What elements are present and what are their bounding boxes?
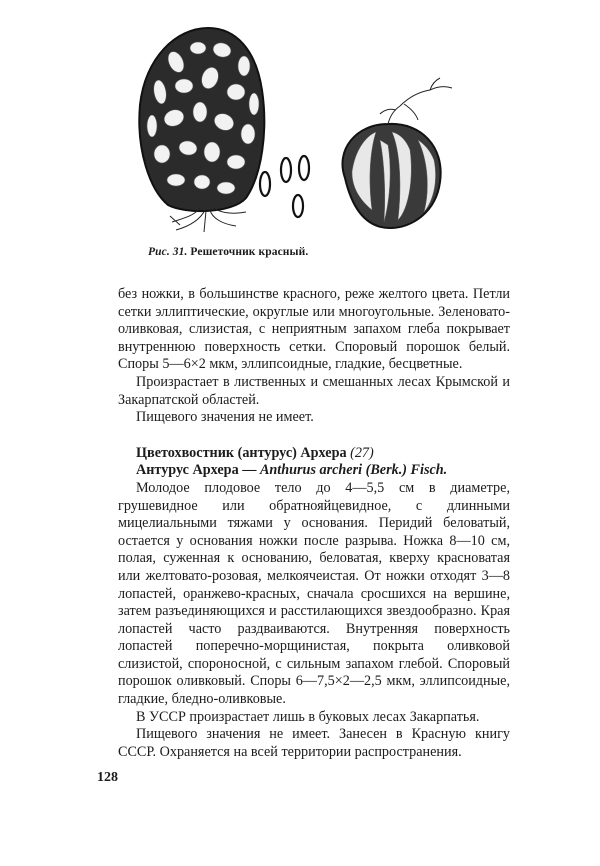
paragraph-species-protection: Пищевого значения не имеет. Занесен в Красную книгу СССР. Охраняется на всей территории распространения. <box>118 726 510 760</box>
species-latin-line <box>118 462 510 480</box>
egg-stage-drawing <box>342 78 452 228</box>
body-text <box>118 286 510 761</box>
paragraph-description: без ножки, в большинстве красного, реже желтого цвета. Петли сетки эллиптические, округлые или многоугольные. Зеленовато-оливковая, слизистая, с неприятным запахом глеба покрывает внутреннюю поверхность сетки. Споровый порошок белый. Споры 5—6×2 мкм, эллипсоидные, гладкие, бесцветные. <box>118 286 510 373</box>
mushroom-illustration <box>0 0 600 270</box>
species-title <box>118 445 510 463</box>
spores-drawing <box>260 156 309 217</box>
paragraph-species-description: Молодое плодовое тело до 4—5,5 см в диаметре, грушевидное или обратнояйцевидное, с длинными мицелиальными тяжами у основания. Перидий беловатый, остается у основания ножки после разрыва. Ножка 8—10 см, полая, суженная к основанию, беловатая, кверху красноватая или желтовато-розовая, мелкоячеистая. От ножки отходят 3—8 лопастей, оранжево-красных, сначала сросшихся на вершине, затем разъединяющихся и расстилающихся звездообразно. Края лопастей часто раздваиваются. Внутренняя поверхность лопастей поперечно-морщинистая, покрыта оливковой слизистой, спороносной, с сильным запахом глебой. Споровый порошок оливковый. Споры 6—7,5×2—2,5 мкм, эллипсоидные, гладкие, бледно-оливковые. <box>118 479 510 708</box>
species-russian-name: Антурус Архера — <box>136 462 260 479</box>
paragraph-food-value: Пищевого значения не имеет. <box>136 409 314 426</box>
page-number: 128 <box>97 770 118 785</box>
caption-text: Решеточник красный. <box>187 246 309 258</box>
section-gap <box>118 427 510 445</box>
lattice-fungus-drawing <box>139 28 264 232</box>
species-title-text: Цветохвостник (антурус) Архера <box>136 444 351 461</box>
species-latin-name: Anthurus archeri (Berk.) Fisch. <box>259 462 448 479</box>
paragraph-habitat: Произрастает в лиственных и смешанных лесах Крымской и Закарпатской областей. <box>118 373 510 408</box>
paragraph-species-habitat: В УССР произрастает лишь в буковых лесах Закарпатья. <box>136 708 480 725</box>
caption-number: Рис. 31. <box>148 246 188 258</box>
figure-caption <box>148 246 308 258</box>
species-title-ref: (27) <box>350 444 374 461</box>
